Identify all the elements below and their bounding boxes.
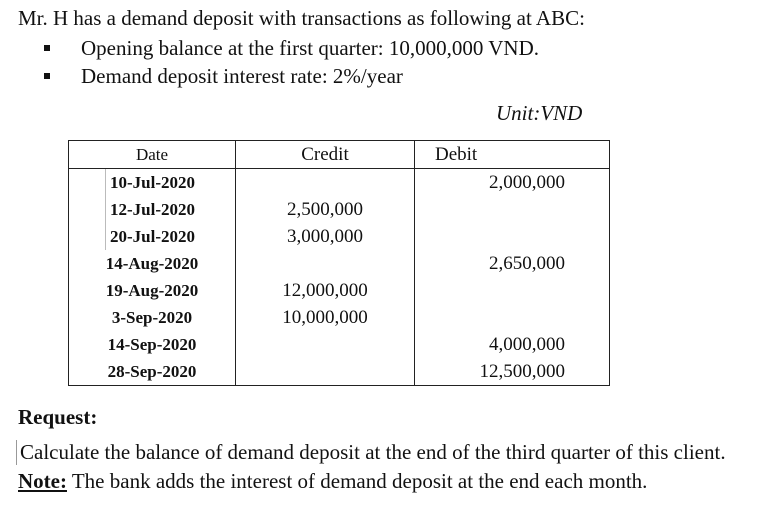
cell-date [69, 277, 236, 304]
cell-date [69, 169, 236, 197]
cell-date [69, 196, 236, 223]
date-value: 14-Sep-2020 [107, 335, 197, 354]
table-row [69, 358, 610, 386]
table-row [69, 250, 610, 277]
cell-debit [415, 304, 610, 331]
cell-credit [236, 250, 415, 277]
note-line [18, 469, 647, 494]
request-label: Request: [18, 405, 98, 429]
transactions-table [68, 140, 610, 386]
cell-debit [415, 250, 610, 277]
debit-value: 2,650,000 [489, 253, 565, 274]
header-credit: Credit [236, 141, 415, 169]
cell-date [69, 331, 236, 358]
bullet-square-icon [44, 45, 50, 51]
cell-debit [415, 169, 610, 197]
table-row [69, 169, 610, 197]
cell-credit: 2,500,000 [236, 196, 415, 223]
date-value: 28-Sep-2020 [107, 362, 197, 381]
date-value: 20-Jul-2020 [105, 223, 199, 250]
cell-credit [236, 169, 415, 197]
unit-label: Unit:VND [496, 101, 583, 125]
table-header-row [69, 141, 610, 169]
debit-value: 12,500,000 [479, 361, 565, 382]
cell-debit [415, 196, 610, 223]
debit-value: 4,000,000 [489, 334, 565, 355]
cell-debit [415, 331, 610, 358]
debit-value: 2,000,000 [489, 172, 565, 193]
cell-debit [415, 358, 610, 386]
bullet-text: Opening balance at the first quarter: 10,000,000 VND. [81, 36, 539, 60]
note-text: The bank adds the interest of demand deposit at the end each month. [66, 469, 648, 493]
cell-debit [415, 277, 610, 304]
request-text: Calculate the balance of demand deposit at the end of the third quarter of this client. [16, 440, 726, 465]
date-value: 12-Jul-2020 [105, 196, 199, 223]
bullet-text: Demand deposit interest rate: 2%/year [81, 64, 403, 88]
bullet-item [44, 64, 644, 90]
date-value: 10-Jul-2020 [105, 169, 199, 196]
table-row [69, 196, 610, 223]
cell-credit [236, 331, 415, 358]
cell-credit: 10,000,000 [236, 304, 415, 331]
header-debit [415, 141, 610, 169]
intro-text: Mr. H has a demand deposit with transactions as following at ABC: [18, 6, 585, 30]
header-debit-label: Debit [435, 144, 478, 165]
note-label: Note: [18, 469, 67, 493]
header-date: Date [69, 141, 236, 169]
cell-credit: 12,000,000 [236, 277, 415, 304]
bullet-item [44, 36, 644, 62]
date-value: 19-Aug-2020 [105, 281, 199, 300]
date-value: 3-Sep-2020 [111, 308, 193, 327]
table-row [69, 223, 610, 250]
cell-date [69, 250, 236, 277]
cell-date [69, 304, 236, 331]
date-value: 14-Aug-2020 [105, 254, 199, 273]
cell-debit [415, 223, 610, 250]
table-row [69, 277, 610, 304]
cell-date [69, 358, 236, 386]
table-row [69, 304, 610, 331]
table-row [69, 331, 610, 358]
bullet-square-icon [44, 73, 50, 79]
cell-credit: 3,000,000 [236, 223, 415, 250]
cell-credit [236, 358, 415, 386]
cell-date [69, 223, 236, 250]
